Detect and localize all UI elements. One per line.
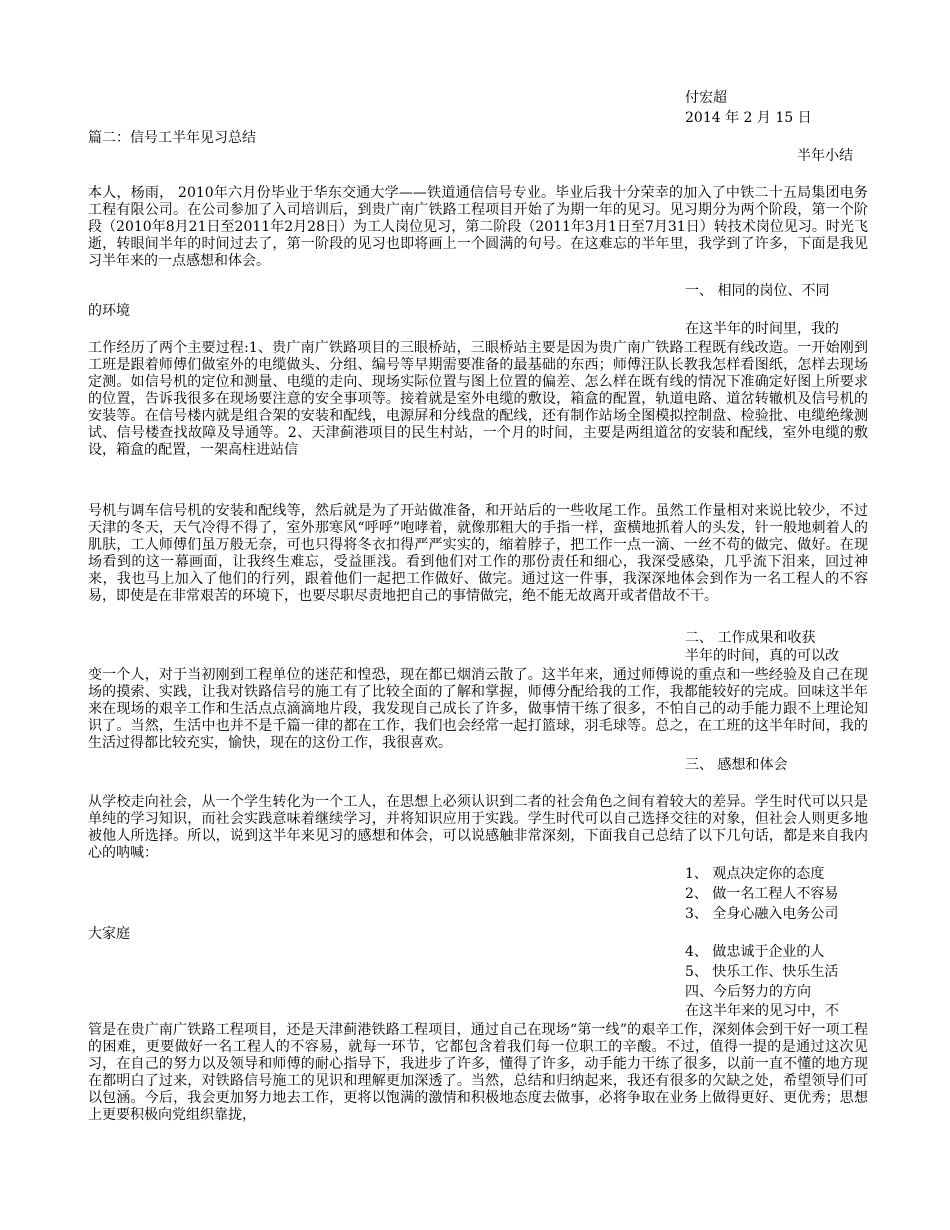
paragraph-4-body: 从学校走向社会，从一个学生转化为一个工人，在思想上必须认识到二者的社会角色之间有着较大的差异。学生时代可以只是单纯的学习知识，而社会实践意味着继续学习，并将知识应用于实践。学生时代可以自己选择交往的对象，但社会人则更多地被他人所选择。所以，说到这半年来见习的感想和体会，可以说感触非常深刻，下面我自己总结了以下几句话，都是来自我内心的呐喊： bbox=[88, 794, 868, 861]
document-date: 2014 年 2 月 15 日 bbox=[685, 110, 812, 126]
subtitle: 半年小结 bbox=[797, 148, 853, 164]
heading-1: 一、 相同的岗位、不同 bbox=[685, 283, 830, 299]
paragraph-2-body: 号机与调车信号机的安装和配线等，然后就是为了开站做准备，和开站后的一些收尾工作。虽然工作量相对来说比较少，不过天津的冬天，天气冷得不得了，室外那寒风“呼呼”咆哮着，就像那粗大的手指一样，蛮横地抓着人的头发，针一般地刺着人的肌肤，工人师傅们虽万般无奈，可也只得将冬衣扣得严严实实的，缩着脖子，把工作一点一滴、一丝不苟的做完、做好。在现场看到的这一幕画面，让我终生难忘，受益匪浅。看到他们对工作的那份责任和细心，我深受感染，几乎流下泪来，回过神来，我也马上加入了他们的行列，跟着他们一起把工作做好、做完。通过这一件事，我深深地体会到作为一名工程人的不容易，即使是在非常艰苦的环境下，也要尽职尽责地把自己的事情做完，绝不能无故离开或者借故不干。 bbox=[88, 503, 868, 604]
paragraph-3-lead: 半年的时间，真的可以改 bbox=[685, 648, 839, 664]
paragraph-1-body: 工作经历了两个主要过程:1、贵广南广铁路项目的三眼桥站，三眼桥站主要是因为贵广南广铁路工程既有线改造。一开始刚到工班是跟着师傅们做室外的电缆做头、分组、编号等早期需要准备的最基础的东西；师傅汪队长教我怎样看图纸，怎样去现场定测。如信号机的定位和测量、电缆的走向、现场实际位置与图上位置的偏差、怎么样在既有线的情况下准确定好图上所要求的位置，告诉我很多在现场要注意的安全事项等。接着就是室外电缆的敷设，箱盒的配置，轨道电路、道岔转辙机及信号机的安装等。在信号楼内就是组合架的安装和配线，电源屏和分线盘的配线，还有制作站场全图模拟控制盘、检验批、电缆绝缘测试、信号楼查找故障及导通等。2、天津蓟港项目的民生村站，一个月的时间，主要是两组道岔的安装和配线，室外电缆的敷设，箱盒的配置，一架高柱进站信 bbox=[88, 340, 868, 458]
paragraph-3-body: 变一个人，对于当初刚到工程单位的迷茫和惶恐，现在都已烟消云散了。这半年来，通过师傅说的重点和一些经验及自己在现场的摸索、实践，让我对铁路信号的施工有了比较全面的了解和掌握，师傅分配给我的工作，我都能较好的完成。回味这半年来在现场的艰辛工作和生活点点滴滴地片段，我发现自己成长了许多，做事情干练了很多，不怕自己的动手能力跟不上理论知识了。当然，生活中也并不是千篇一律的都在工作，我们也会经常一起打篮球，羽毛球等。总之，在工班的这半年时间，我的生活过得都比较充实，愉快，现在的这份工作，我很喜欢。 bbox=[88, 667, 868, 751]
list-item-5: 5、 快乐工作、快乐生活 bbox=[685, 964, 839, 980]
intro-paragraph: 本人，杨雨， 2010年六月份毕业于华东交通大学——铁道通信信号专业。毕业后我十分荣幸的加入了中铁二十五局集团电务工程有限公司。在公司参加了入司培训后，到贵广南广铁路工程项目开始了为期一年的见习。见习期分为两个阶段，第一个阶段（2010年8月21日至2011年2月28日）为工人岗位见习，第二阶段（2011年3月1日至7月31日）转技术岗位见习。时光飞逝，转眼间半年的时间过去了，第一阶段的见习也即将画上一个圆满的句号。在这难忘的半年里，我学到了许多，下面是我见习半年来的一点感想和体会。 bbox=[88, 185, 868, 269]
heading-4: 四、今后努力的方向 bbox=[685, 984, 811, 1000]
section-title: 篇二：信号工半年见习总结 bbox=[88, 130, 256, 146]
paragraph-5-body: 管是在贵广南广铁路工程项目，还是天津蓟港铁路工程项目，通过自己在现场“第一线”的艰辛工作，深刻体会到干好一项工程的困难，更要做好一名工程人的不容易，就每一环节，它都包含着我们每一位职工的辛酸。不过，值得一提的是通过这次见习，在自己的努力以及领导和师傅的耐心指导下，我进步了许多，懂得了许多，动手能力干练了很多，以前一直不懂的地方现在都明白了过来，对铁路信号施工的见识和理解更加深透了。当然，总结和归纳起来，我还有很多的欠缺之处，希望领导们可以包涵。今后，我会更加努力地去工作，更将以饱满的激情和积极地态度去做事，必将争取在业务上做得更好、更优秀；思想上更要积极向党组织靠拢， bbox=[88, 1022, 868, 1123]
paragraph-1-lead: 在这半年的时间里，我的 bbox=[685, 321, 839, 337]
heading-2: 二、 工作成果和收获 bbox=[685, 630, 816, 646]
list-item-3: 3、 全身心融入电务公司 bbox=[685, 906, 839, 922]
list-item-1: 1、 观点决定你的态度 bbox=[685, 866, 825, 882]
paragraph-5-lead: 在这半年来的见习中，不 bbox=[685, 1003, 839, 1019]
author-name: 付宏超 bbox=[685, 90, 727, 106]
list-item-4: 4、 做忠诚于企业的人 bbox=[685, 944, 825, 960]
list-item-2: 2、 做一名工程人不容易 bbox=[685, 886, 839, 902]
heading-1-continuation: 的环境 bbox=[88, 303, 130, 319]
list-item-3-continuation: 大家庭 bbox=[88, 926, 130, 942]
heading-3: 三、 感想和体会 bbox=[685, 757, 788, 773]
